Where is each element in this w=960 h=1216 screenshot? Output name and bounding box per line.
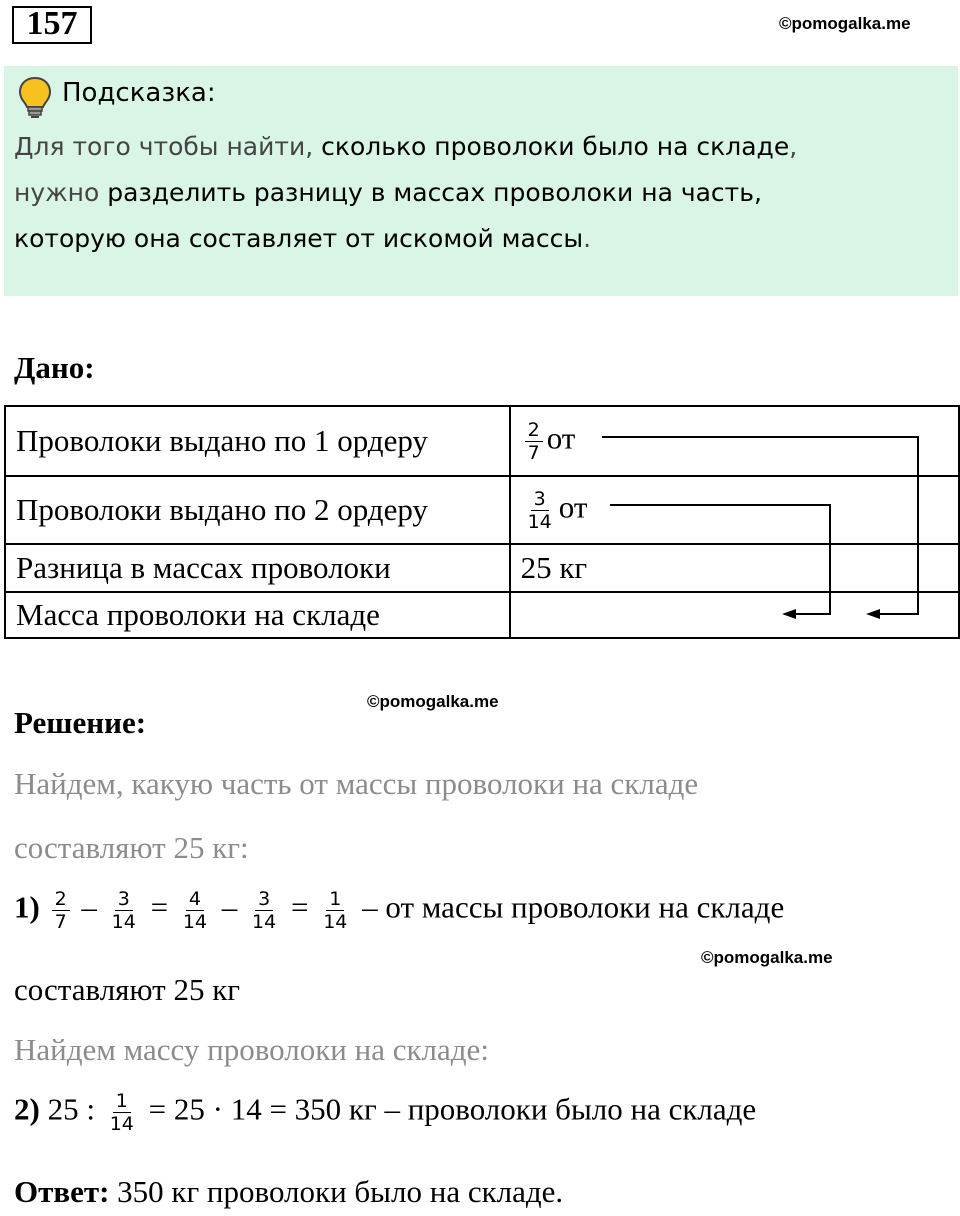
given-label: Разница в массах проволоки: [5, 544, 510, 592]
intro-text: Найдем, какую часть от массы проволоки на складе: [14, 766, 699, 801]
given-label: Проволоки выдано по 1 ордеру: [5, 406, 510, 476]
fraction: $\frac{1}{14}$: [109, 1090, 134, 1135]
hint-text: Для того чтобы найти, сколько проволоки было на складе, нужно разделить разницу в массах проволоки на часть, которую она составляет от искомой массы.: [14, 132, 798, 253]
arrow-head: [782, 609, 796, 619]
fraction: $\frac{3}{14}$: [527, 487, 552, 533]
given-value: $\frac{2}{7}$ от: [510, 406, 959, 476]
given-heading: Дано:: [14, 350, 95, 385]
step-1-continued: составляют 25 кг: [14, 972, 241, 1007]
fraction: $\frac{2}{7}$: [525, 419, 543, 464]
problem-number: 157: [12, 6, 92, 44]
given-label: Масса проволоки на складе: [5, 592, 510, 638]
arrow-line: [610, 505, 830, 614]
arrow-line: [602, 437, 918, 614]
watermark: ©pomogalka.me: [367, 692, 499, 711]
answer: Ответ: 350 кг проволоки было на складе.: [14, 1174, 564, 1209]
given-value: $\frac{3}{14}$ от: [510, 476, 959, 544]
watermark: ©pomogalka.me: [779, 14, 911, 33]
intro-text: Найдем массу проволоки на складе:: [14, 1032, 489, 1067]
arrow-head: [866, 609, 880, 619]
hint-title: Подсказка:: [62, 78, 216, 108]
step-1: 1) $\frac{2}{7}$ – $\frac{3}{14}$ = $\frac{4}{14}$ – $\frac{3}{14}$ = $\frac{1}{14}$ – от массы проволоки на складе: [14, 888, 785, 933]
fraction: $\frac{3}{14}$: [111, 888, 136, 933]
watermark: ©pomogalka.me: [701, 948, 833, 967]
intro-text: составляют 25 кг:: [14, 830, 249, 865]
fraction: $\frac{3}{14}$: [252, 888, 277, 933]
fraction: $\frac{1}{14}$: [323, 888, 348, 933]
step-2: 2) 25 : $\frac{1}{14}$ = 25 · 14 = 350 кг – проволоки было на складе: [14, 1090, 757, 1135]
solution-heading: Решение:: [14, 705, 147, 740]
fraction: $\frac{4}{14}$: [182, 888, 208, 933]
given-value: 25 кг: [510, 544, 959, 592]
fraction: $\frac{2}{7}$: [52, 888, 70, 933]
given-label: Проволоки выдано по 2 ордеру: [5, 476, 510, 544]
